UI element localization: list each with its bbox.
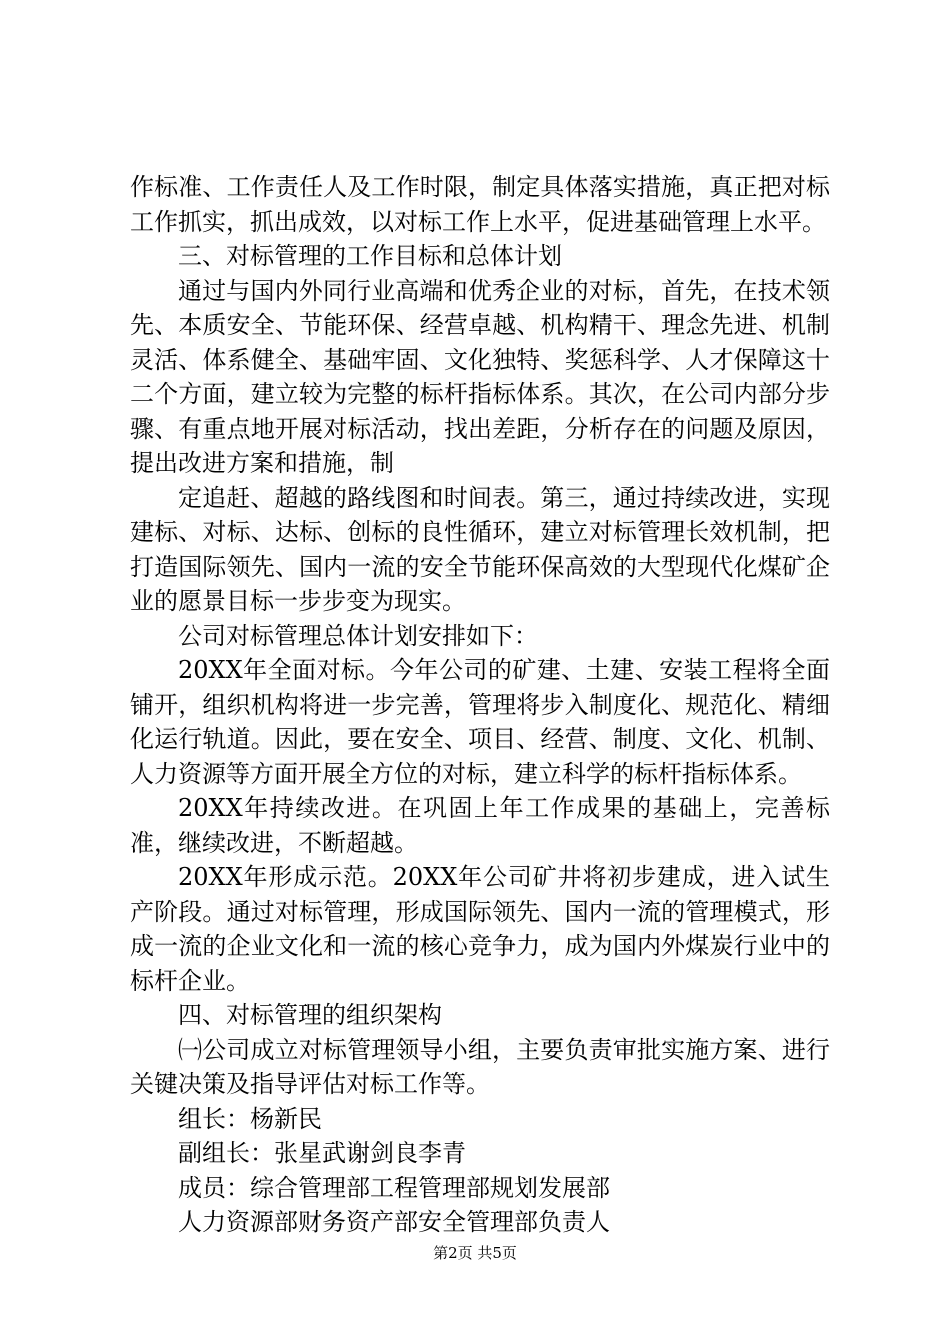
paragraph-leading-group: ㈠公司成立对标管理领导小组，主要负责审批实施方案、进行关键决策及指导评估对标工作等。 <box>130 1035 830 1098</box>
paragraph-year-3: 20XX年形成示范。20XX年公司矿井将初步建成，进入试生产阶段。通过对标管理，形成国际领先、国内一流的管理模式，形成一流的企业文化和一流的核心竞争力，成为国内外煤炭行业中的标杆企业。 <box>130 863 830 995</box>
page-number-footer: 第2页 共5页 <box>433 1244 517 1262</box>
section-heading-3: 三、对标管理的工作目标和总体计划 <box>178 242 562 270</box>
document-body <box>130 170 830 1240</box>
deputy-group-leader: 副组长：张星武谢剑良李青 <box>178 1139 466 1167</box>
section-heading-4: 四、对标管理的组织架构 <box>178 1001 442 1029</box>
paragraph-continuation: 作标准、工作责任人及工作时限，制定具体落实措施，真正把对标工作抓实，抓出成效，以对标工作上水平，促进基础管理上水平。 <box>130 173 830 236</box>
group-leader: 组长：杨新民 <box>178 1104 322 1133</box>
group-members: 成员：综合管理部工程管理部规划发展部 <box>178 1173 610 1202</box>
group-members-continued: 人力资源部财务资产部安全管理部负责人 <box>178 1208 610 1236</box>
paragraph-benchmark-goals: 通过与国内外同行业高端和优秀企业的对标，首先，在技术领先、本质安全、节能环保、经营卓越、机构精干、理念先进、机制灵活、体系健全、基础牢固、文化独特、奖惩科学、人才保障这十二个方面，建立较为完整的标杆指标体系。其次，在公司内部分步骤、有重点地开展对标活动，找出差距，分析存在的问题及原因，提出改进方案和措施，制 <box>130 276 830 477</box>
paragraph-year-2: 20XX年持续改进。在巩固上年工作成果的基础上，完善标准，继续改进，不断超越。 <box>130 794 830 857</box>
paragraph-roadmap: 定追赶、超越的路线图和时间表。第三，通过持续改进，实现建标、对标、达标、创标的良性循环，建立对标管理长效机制，把打造国际领先、国内一流的安全节能环保高效的大型现代化煤矿企业的愿景目标一步步变为现实。 <box>130 483 830 615</box>
paragraph-plan-intro: 公司对标管理总体计划安排如下： <box>178 621 538 650</box>
paragraph-year-1: 20XX年全面对标。今年公司的矿建、土建、安装工程将全面铺开，组织机构将进一步完善，管理将步入制度化、规范化、精细化运行轨道。因此，要在安全、项目、经营、制度、文化、机制、人力资源等方面开展全方位的对标，建立科学的标杆指标体系。 <box>130 656 830 788</box>
